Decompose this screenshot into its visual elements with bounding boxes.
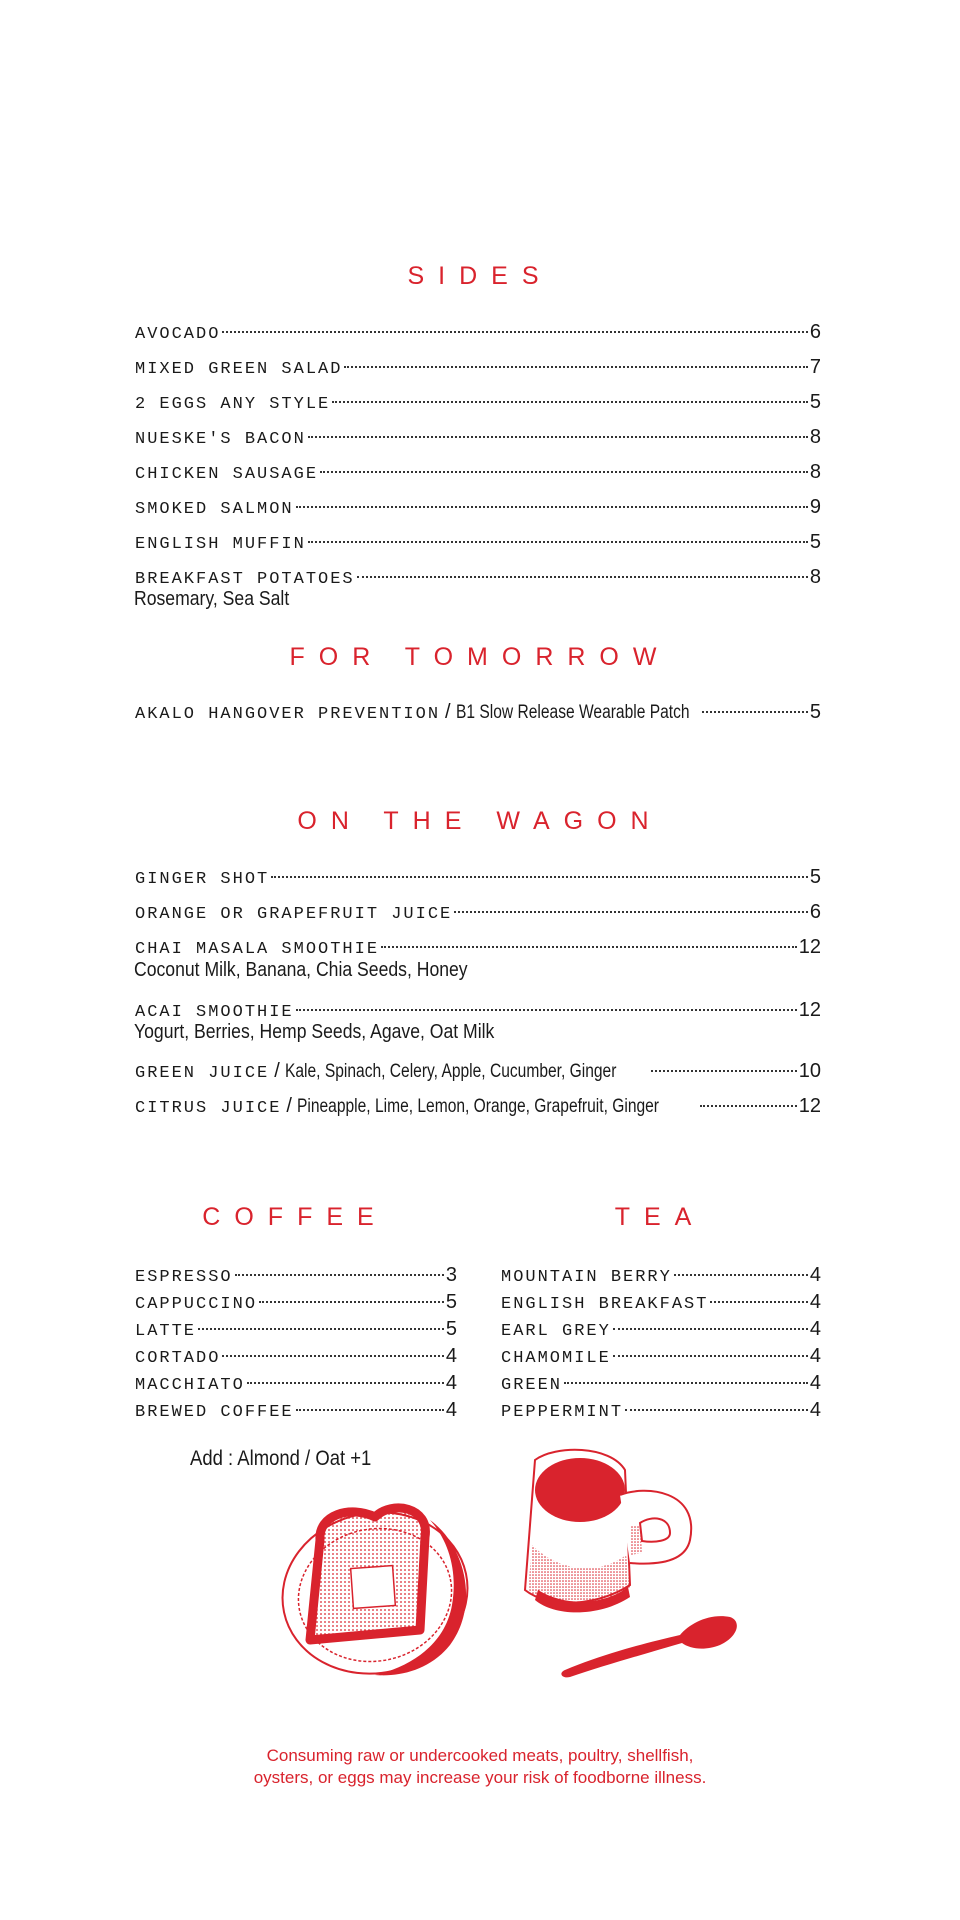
item-name: BREWED COFFEE — [135, 1402, 294, 1422]
item-price: 5 — [809, 700, 821, 723]
leader-dots — [308, 528, 808, 543]
leader-dots — [271, 863, 808, 878]
leader-dots — [222, 318, 807, 333]
food-safety-notice — [0, 1745, 960, 1789]
separator: / — [274, 1059, 280, 1082]
coffee-item — [135, 1369, 457, 1395]
item-price: 8 — [809, 425, 821, 448]
leader-dots — [247, 1369, 444, 1384]
item-name: CHAMOMILE — [501, 1348, 611, 1368]
item-name: NUESKE'S BACON — [135, 429, 306, 449]
footer-line-1: Consuming raw or undercooked meats, poultry, shellfish, — [266, 1746, 694, 1765]
item-name: ESPRESSO — [135, 1267, 233, 1287]
item-price: 7 — [809, 355, 821, 378]
leader-dots — [357, 563, 808, 578]
item-description: Kale, Spinach, Celery, Apple, Cucumber, Ginger — [284, 1060, 617, 1082]
item-price: 5 — [809, 530, 821, 553]
leader-dots — [613, 1315, 808, 1330]
menu-item — [135, 318, 821, 344]
item-name: GREEN JUICE — [135, 1063, 270, 1083]
footer-line-2: oysters, or eggs may increase your risk of foodborne illness. — [253, 1768, 707, 1787]
menu-item — [135, 898, 821, 924]
leader-dots — [308, 423, 808, 438]
menu-item — [135, 353, 821, 379]
item-price: 4 — [809, 1371, 821, 1394]
item-price: 6 — [809, 900, 821, 923]
item-name: MIXED GREEN SALAD — [135, 359, 343, 379]
leader-dots — [613, 1342, 808, 1357]
leader-dots — [700, 1092, 796, 1107]
menu-item — [135, 698, 821, 724]
menu-item — [135, 423, 821, 449]
item-name: AKALO HANGOVER PREVENTION — [135, 704, 441, 724]
item-price: 12 — [798, 935, 821, 958]
item-price: 5 — [809, 865, 821, 888]
item-price: 4 — [445, 1371, 457, 1394]
item-name: EARL GREY — [501, 1321, 611, 1341]
coffee-item — [135, 1261, 457, 1287]
item-name: ACAI SMOOTHIE — [135, 1002, 294, 1022]
item-name: ORANGE OR GRAPEFRUIT JUICE — [135, 904, 453, 924]
menu-item — [135, 563, 821, 589]
menu-item — [135, 388, 821, 414]
item-price: 8 — [809, 460, 821, 483]
toast-and-coffee-cup-illustration — [280, 1445, 760, 1695]
item-name: BREAKFAST POTATOES — [135, 569, 355, 589]
item-price: 8 — [809, 565, 821, 588]
menu-item — [135, 996, 821, 1022]
tea-item — [501, 1396, 821, 1422]
item-description: B1 Slow Release Wearable Patch — [455, 701, 690, 723]
separator: / — [286, 1094, 292, 1117]
spoon-icon — [561, 1616, 736, 1677]
item-name: MOUNTAIN BERRY — [501, 1267, 672, 1287]
tea-item — [501, 1288, 821, 1314]
item-name: CITRUS JUICE — [135, 1098, 282, 1118]
tea-item — [501, 1369, 821, 1395]
wagon-title: ON THE WAGON — [297, 807, 663, 835]
tomorrow-title: FOR TOMORROW — [289, 643, 671, 671]
item-name: ENGLISH BREAKFAST — [501, 1294, 709, 1314]
item-name: SMOKED SALMON — [135, 499, 294, 519]
item-name: CHICKEN SAUSAGE — [135, 464, 319, 484]
menu-item — [135, 528, 821, 554]
item-price: 4 — [809, 1317, 821, 1340]
item-price: 12 — [798, 1094, 821, 1117]
leader-dots — [296, 1396, 444, 1411]
item-name: ENGLISH MUFFIN — [135, 534, 306, 554]
item-price: 4 — [809, 1290, 821, 1313]
leader-dots — [674, 1261, 808, 1276]
item-name: CAPPUCCINO — [135, 1294, 258, 1314]
menu-item — [135, 493, 821, 519]
leader-dots — [710, 1288, 807, 1303]
sides-title: SIDES — [407, 262, 553, 290]
toast-icon — [310, 1508, 425, 1640]
coffee-add-note: Add : Almond / Oat +1 — [190, 1447, 372, 1470]
menu-item — [135, 863, 821, 889]
item-name: GREEN — [501, 1375, 563, 1395]
tea-item — [501, 1315, 821, 1341]
coffee-item — [135, 1315, 457, 1341]
item-price: 6 — [809, 320, 821, 343]
item-price: 12 — [798, 998, 821, 1021]
menu-item — [135, 458, 821, 484]
item-description: Pineapple, Lime, Lemon, Orange, Grapefruit, Ginger — [296, 1095, 659, 1117]
coffee-item — [135, 1288, 457, 1314]
coffee-item — [135, 1396, 457, 1422]
item-name: 2 EGGS ANY STYLE — [135, 394, 331, 414]
item-price: 9 — [809, 495, 821, 518]
menu-item — [135, 1092, 821, 1118]
item-price: 10 — [798, 1059, 821, 1082]
item-price: 4 — [809, 1398, 821, 1421]
leader-dots — [296, 493, 808, 508]
leader-dots — [222, 1342, 443, 1357]
item-name: MACCHIATO — [135, 1375, 245, 1395]
menu-item — [135, 1057, 821, 1083]
item-name: CORTADO — [135, 1348, 221, 1368]
item-name: AVOCADO — [135, 324, 221, 344]
item-price: 3 — [445, 1263, 457, 1286]
tea-item — [501, 1261, 821, 1287]
tea-item — [501, 1342, 821, 1368]
leader-dots — [381, 933, 797, 948]
coffee-item — [135, 1342, 457, 1368]
item-price: 5 — [445, 1317, 457, 1340]
item-price: 4 — [809, 1263, 821, 1286]
item-name: PEPPERMINT — [501, 1402, 624, 1422]
separator: / — [445, 700, 451, 723]
leader-dots — [332, 388, 808, 403]
item-price: 4 — [445, 1344, 457, 1367]
menu-item — [135, 933, 821, 959]
item-price: 5 — [445, 1290, 457, 1313]
item-price: 4 — [809, 1344, 821, 1367]
leader-dots — [259, 1288, 444, 1303]
item-description: Yogurt, Berries, Hemp Seeds, Agave, Oat Milk — [134, 1021, 495, 1043]
item-description: Coconut Milk, Banana, Chia Seeds, Honey — [134, 959, 468, 981]
leader-dots — [651, 1057, 797, 1072]
leader-dots — [454, 898, 808, 913]
item-description: Rosemary, Sea Salt — [134, 588, 290, 610]
leader-dots — [625, 1396, 808, 1411]
coffee-cup-icon — [525, 1450, 691, 1613]
leader-dots — [198, 1315, 444, 1330]
leader-dots — [564, 1369, 808, 1384]
leader-dots — [235, 1261, 444, 1276]
leader-dots — [344, 353, 807, 368]
item-name: LATTE — [135, 1321, 197, 1341]
item-name: CHAI MASALA SMOOTHIE — [135, 939, 380, 959]
item-price: 5 — [809, 390, 821, 413]
leader-dots — [320, 458, 808, 473]
tea-title: TEA — [614, 1203, 706, 1231]
item-price: 4 — [445, 1398, 457, 1421]
item-name: GINGER SHOT — [135, 869, 270, 889]
leader-dots — [296, 996, 797, 1011]
leader-dots — [702, 698, 807, 713]
coffee-title: COFFEE — [202, 1203, 388, 1231]
